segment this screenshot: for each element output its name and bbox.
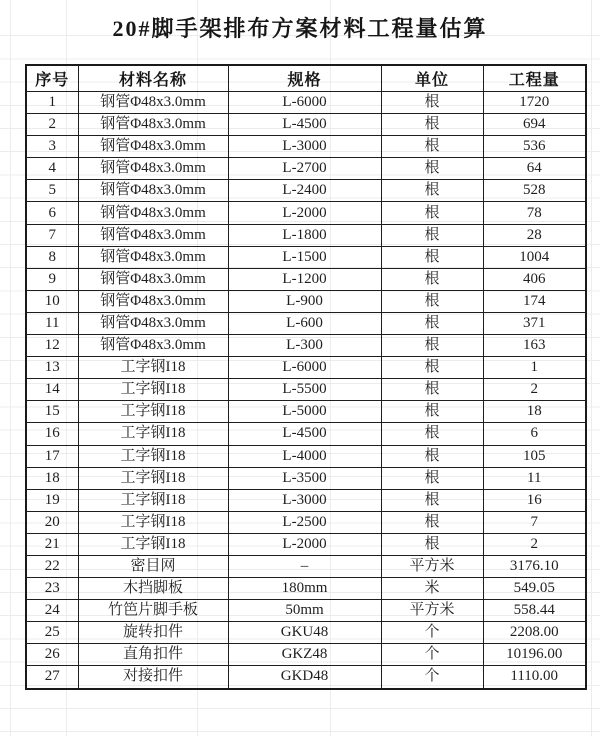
cell-unit[interactable]: 根 — [381, 489, 483, 511]
cell-index[interactable]: 7 — [26, 224, 78, 246]
cell-quantity[interactable]: 2 — [483, 533, 586, 555]
cell-index[interactable]: 17 — [26, 445, 78, 467]
cell-material[interactable]: 工字钢I18 — [78, 511, 228, 533]
cell-spec[interactable]: L-5500 — [228, 379, 381, 401]
header-cell-index[interactable]: 序号 — [26, 65, 78, 92]
cell-material[interactable]: 工字钢I18 — [78, 401, 228, 423]
cell-spec[interactable]: L-2000 — [228, 202, 381, 224]
cell-unit[interactable]: 根 — [381, 290, 483, 312]
cell-spec[interactable]: L-2500 — [228, 511, 381, 533]
cell-material[interactable]: 钢管Φ48x3.0mm — [78, 114, 228, 136]
cell-index[interactable]: 8 — [26, 246, 78, 268]
cell-unit[interactable]: 根 — [381, 202, 483, 224]
table-row — [26, 114, 586, 136]
cell-material[interactable]: 旋转扣件 — [78, 622, 228, 644]
table-row — [26, 180, 586, 202]
cell-quantity[interactable]: 6 — [483, 423, 586, 445]
cell-index[interactable]: 9 — [26, 268, 78, 290]
cell-quantity[interactable]: 28 — [483, 224, 586, 246]
cell-spec[interactable]: 180mm — [228, 578, 381, 600]
cell-material[interactable]: 工字钢I18 — [78, 445, 228, 467]
cell-index[interactable]: 2 — [26, 114, 78, 136]
cell-spec[interactable]: GKU48 — [228, 622, 381, 644]
sheet-title: 20#脚手架排布方案材料工程量估算 — [112, 16, 488, 41]
cell-spec[interactable]: L-4500 — [228, 114, 381, 136]
cell-quantity[interactable]: 16 — [483, 489, 586, 511]
cell-unit[interactable]: 根 — [381, 379, 483, 401]
table-row — [26, 600, 586, 622]
cell-spec[interactable]: L-6000 — [228, 92, 381, 114]
cell-unit[interactable]: 根 — [381, 401, 483, 423]
cell-quantity[interactable]: 694 — [483, 114, 586, 136]
cell-index[interactable]: 27 — [26, 666, 78, 689]
cell-unit[interactable]: 根 — [381, 114, 483, 136]
cell-material[interactable]: 钢管Φ48x3.0mm — [78, 180, 228, 202]
cell-material[interactable]: 工字钢I18 — [78, 489, 228, 511]
cell-spec[interactable]: L-2700 — [228, 158, 381, 180]
cell-unit[interactable]: 根 — [381, 224, 483, 246]
table-row — [26, 268, 586, 290]
cell-material[interactable]: 钢管Φ48x3.0mm — [78, 312, 228, 334]
table-row — [26, 555, 586, 577]
cell-unit[interactable]: 根 — [381, 423, 483, 445]
cell-quantity[interactable]: 2208.00 — [483, 622, 586, 644]
table-row — [26, 578, 586, 600]
cell-material[interactable]: 工字钢I18 — [78, 379, 228, 401]
cell-unit[interactable]: 根 — [381, 246, 483, 268]
cell-quantity[interactable]: 1004 — [483, 246, 586, 268]
cell-index[interactable]: 25 — [26, 622, 78, 644]
table-row — [26, 92, 586, 114]
cell-unit[interactable]: 个 — [381, 666, 483, 689]
table-row — [26, 202, 586, 224]
cell-quantity[interactable]: 18 — [483, 401, 586, 423]
cell-quantity[interactable]: 163 — [483, 335, 586, 357]
cell-index[interactable]: 1 — [26, 92, 78, 114]
table-row — [26, 357, 586, 379]
cell-unit[interactable]: 根 — [381, 180, 483, 202]
cell-quantity[interactable]: 105 — [483, 445, 586, 467]
header-cell-material[interactable]: 材料名称 — [78, 65, 228, 92]
cell-material[interactable]: 钢管Φ48x3.0mm — [78, 224, 228, 246]
cell-quantity[interactable]: 2 — [483, 379, 586, 401]
cell-quantity[interactable]: 7 — [483, 511, 586, 533]
cell-index[interactable]: 6 — [26, 202, 78, 224]
cell-unit[interactable]: 个 — [381, 644, 483, 666]
cell-material[interactable]: 工字钢I18 — [78, 467, 228, 489]
table-row — [26, 312, 586, 334]
cell-spec[interactable]: L-6000 — [228, 357, 381, 379]
cell-unit[interactable]: 个 — [381, 622, 483, 644]
cell-index[interactable]: 18 — [26, 467, 78, 489]
cell-material[interactable]: 竹笆片脚手板 — [78, 600, 228, 622]
cell-material[interactable]: 工字钢I18 — [78, 357, 228, 379]
header-row — [26, 65, 586, 92]
cell-spec[interactable]: L-5000 — [228, 401, 381, 423]
cell-quantity[interactable]: 78 — [483, 202, 586, 224]
cell-unit[interactable]: 米 — [381, 578, 483, 600]
cell-material[interactable]: 钢管Φ48x3.0mm — [78, 335, 228, 357]
header-cell-quantity[interactable]: 工程量 — [483, 65, 586, 92]
cell-quantity[interactable]: 406 — [483, 268, 586, 290]
cell-unit[interactable]: 根 — [381, 268, 483, 290]
cell-material[interactable]: 钢管Φ48x3.0mm — [78, 268, 228, 290]
cell-spec[interactable]: L-4500 — [228, 423, 381, 445]
cell-unit[interactable]: 根 — [381, 92, 483, 114]
table-row — [26, 379, 586, 401]
table-row — [26, 401, 586, 423]
cell-unit[interactable]: 根 — [381, 335, 483, 357]
cell-index[interactable]: 20 — [26, 511, 78, 533]
cell-spec[interactable]: L-300 — [228, 335, 381, 357]
cell-index[interactable]: 12 — [26, 335, 78, 357]
cell-spec[interactable]: L-1500 — [228, 246, 381, 268]
cell-spec[interactable]: L-900 — [228, 290, 381, 312]
table-row — [26, 136, 586, 158]
cell-quantity[interactable]: 1 — [483, 357, 586, 379]
cell-unit[interactable]: 根 — [381, 533, 483, 555]
cell-quantity[interactable]: 10196.00 — [483, 644, 586, 666]
cell-spec[interactable]: L-2400 — [228, 180, 381, 202]
table-row — [26, 224, 586, 246]
cell-index[interactable]: 13 — [26, 357, 78, 379]
cell-unit[interactable]: 根 — [381, 511, 483, 533]
cell-index[interactable]: 5 — [26, 180, 78, 202]
cell-material[interactable]: 直角扣件 — [78, 644, 228, 666]
cell-quantity[interactable]: 174 — [483, 290, 586, 312]
header-cell-spec[interactable]: 规格 — [228, 65, 381, 92]
table-row — [26, 467, 586, 489]
cell-material[interactable]: 密目网 — [78, 555, 228, 577]
cell-spec[interactable]: GKZ48 — [228, 644, 381, 666]
cell-quantity[interactable]: 1110.00 — [483, 666, 586, 689]
table-row — [26, 533, 586, 555]
cell-spec[interactable]: L-1200 — [228, 268, 381, 290]
cell-spec[interactable]: L-3000 — [228, 489, 381, 511]
cell-index[interactable]: 21 — [26, 533, 78, 555]
cell-index[interactable]: 26 — [26, 644, 78, 666]
cell-unit[interactable]: 根 — [381, 312, 483, 334]
cell-material[interactable]: 工字钢I18 — [78, 423, 228, 445]
cell-spec[interactable]: L-1800 — [228, 224, 381, 246]
cell-quantity[interactable]: 528 — [483, 180, 586, 202]
cell-unit[interactable]: 根 — [381, 357, 483, 379]
cell-index[interactable]: 10 — [26, 290, 78, 312]
cell-index[interactable]: 16 — [26, 423, 78, 445]
cell-unit[interactable]: 平方米 — [381, 600, 483, 622]
cell-material[interactable]: 对接扣件 — [78, 666, 228, 689]
cell-quantity[interactable]: 3176.10 — [483, 555, 586, 577]
table-row — [26, 622, 586, 644]
table-row — [26, 246, 586, 268]
cell-material[interactable]: 钢管Φ48x3.0mm — [78, 92, 228, 114]
cell-spec[interactable]: L-3500 — [228, 467, 381, 489]
cell-material[interactable]: 钢管Φ48x3.0mm — [78, 246, 228, 268]
cell-unit[interactable]: 根 — [381, 158, 483, 180]
cell-spec[interactable]: L-3000 — [228, 136, 381, 158]
cell-unit[interactable]: 根 — [381, 467, 483, 489]
cell-index[interactable]: 14 — [26, 379, 78, 401]
cell-index[interactable]: 15 — [26, 401, 78, 423]
table-row — [26, 644, 586, 666]
cell-unit[interactable]: 根 — [381, 136, 483, 158]
materials-table — [25, 64, 587, 690]
cell-quantity[interactable]: 558.44 — [483, 600, 586, 622]
table-row — [26, 423, 586, 445]
cell-spec[interactable]: L-2000 — [228, 533, 381, 555]
cell-spec[interactable]: L-600 — [228, 312, 381, 334]
cell-material[interactable]: 钢管Φ48x3.0mm — [78, 202, 228, 224]
cell-quantity[interactable]: 549.05 — [483, 578, 586, 600]
cell-index[interactable]: 23 — [26, 578, 78, 600]
table-row — [26, 666, 586, 689]
cell-spec[interactable]: 50mm — [228, 600, 381, 622]
table-row — [26, 445, 586, 467]
cell-material[interactable]: 钢管Φ48x3.0mm — [78, 158, 228, 180]
cell-quantity[interactable]: 1720 — [483, 92, 586, 114]
table-row — [26, 511, 586, 533]
table-row — [26, 335, 586, 357]
header-cell-unit[interactable]: 单位 — [381, 65, 483, 92]
cell-index[interactable]: 22 — [26, 555, 78, 577]
table-body — [26, 92, 586, 689]
cell-index[interactable]: 24 — [26, 600, 78, 622]
table-row — [26, 489, 586, 511]
cell-material[interactable]: 钢管Φ48x3.0mm — [78, 136, 228, 158]
cell-quantity[interactable]: 371 — [483, 312, 586, 334]
table-row — [26, 290, 586, 312]
table-row — [26, 158, 586, 180]
cell-quantity[interactable]: 64 — [483, 158, 586, 180]
cell-index[interactable]: 4 — [26, 158, 78, 180]
cell-unit[interactable]: 平方米 — [381, 555, 483, 577]
cell-index[interactable]: 19 — [26, 489, 78, 511]
cell-material[interactable]: 钢管Φ48x3.0mm — [78, 290, 228, 312]
cell-spec[interactable]: GKD48 — [228, 666, 381, 689]
cell-spec[interactable]: – — [228, 555, 381, 577]
cell-quantity[interactable]: 11 — [483, 467, 586, 489]
cell-index[interactable]: 11 — [26, 312, 78, 334]
cell-material[interactable]: 木挡脚板 — [78, 578, 228, 600]
cell-material[interactable]: 工字钢I18 — [78, 533, 228, 555]
cell-spec[interactable]: L-4000 — [228, 445, 381, 467]
cell-unit[interactable]: 根 — [381, 445, 483, 467]
cell-quantity[interactable]: 536 — [483, 136, 586, 158]
cell-index[interactable]: 3 — [26, 136, 78, 158]
